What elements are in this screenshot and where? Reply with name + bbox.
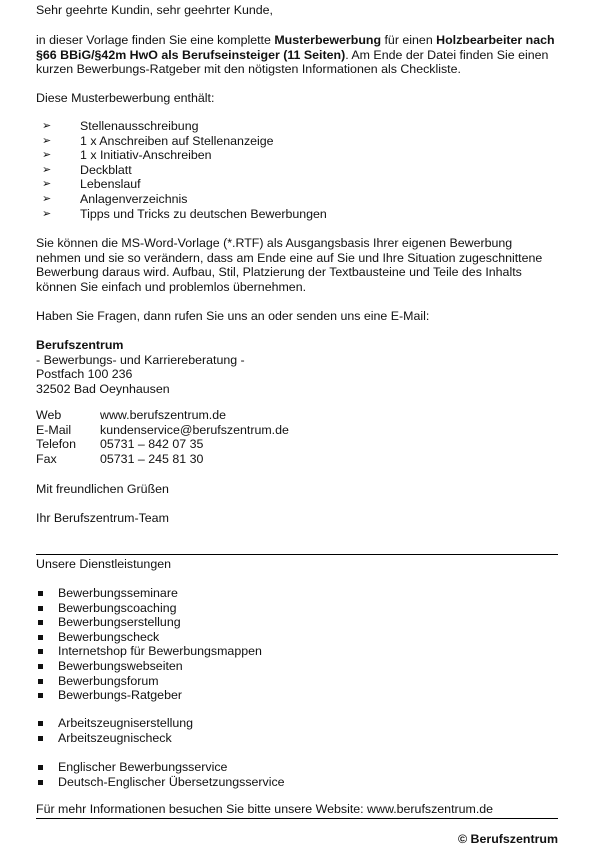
arrow-bullet-icon: ➢ <box>42 134 52 147</box>
list-item <box>36 716 193 731</box>
email-link[interactable]: kundenservice@berufszentrum.de <box>100 422 289 437</box>
list-item <box>36 119 327 134</box>
list-item <box>36 148 327 163</box>
list-item <box>36 601 262 616</box>
company-subtitle: - Bewerbungs- und Karriereberatung - <box>36 352 245 367</box>
square-bullet-icon <box>38 649 43 654</box>
contact-label: E-Mail <box>36 422 72 437</box>
list-item <box>36 207 327 222</box>
closing: Mit freundlichen Grüßen <box>36 482 169 496</box>
copyright: © Berufszentrum <box>457 832 558 846</box>
square-bullet-icon <box>38 765 43 770</box>
square-bullet-icon <box>38 664 43 669</box>
fax-number: 05731 – 245 81 30 <box>100 451 204 466</box>
usage-paragraph: Sie können die MS-Word-Vorlage (*.RTF) als Ausgangsbasis Ihrer eigenen Bewerbung nehmen und sie so verändern, dass am Ende eine auf Sie und Ihre Situation zugeschnittene Bewerbung daraus wird. Aufbau, Stil, Platzierung der Textbausteine und Teile des Inhalts können Sie einfach und problemlos übernehmen. <box>36 236 543 294</box>
list-item <box>36 659 262 674</box>
divider <box>36 554 558 555</box>
list-item <box>36 760 285 775</box>
po-box: Postfach 100 236 <box>36 367 133 382</box>
contact-row <box>36 437 289 452</box>
address-block <box>36 338 245 396</box>
contact-table <box>36 408 289 466</box>
list-item-label: Internetshop für Bewerbungsmappen <box>58 644 262 659</box>
website-note: Für mehr Informationen besuchen Sie bitte unsere Website: www.berufszentrum.de <box>36 802 494 816</box>
city: 32502 Bad Oeynhausen <box>36 381 170 396</box>
list-item <box>36 630 262 645</box>
square-bullet-icon <box>38 736 43 741</box>
arrow-bullet-icon: ➢ <box>42 149 52 162</box>
intro-bold-1: Musterbewerbung <box>274 33 382 47</box>
square-bullet-icon <box>38 693 43 698</box>
list-item <box>36 134 327 149</box>
arrow-bullet-icon: ➢ <box>42 120 52 132</box>
list-item <box>36 586 262 601</box>
list-item-label: 1 x Initiativ-Anschreiben <box>80 148 212 163</box>
contact-label: Fax <box>36 451 57 466</box>
website-link[interactable]: www.berufszentrum.de <box>100 408 227 422</box>
intro-paragraph <box>36 33 558 77</box>
list-item-label: Bewerbungserstellung <box>58 615 181 630</box>
square-bullet-icon <box>38 780 43 785</box>
services-title: Unsere Dienstleistungen <box>36 557 171 571</box>
services-list-3 <box>36 760 285 789</box>
contents-label: Diese Musterbewerbung enthält: <box>36 91 215 105</box>
list-item-label: Bewerbungsseminare <box>58 586 178 600</box>
services-list-1 <box>36 586 262 703</box>
list-item-label: Deutsch-Englischer Übersetzungsservice <box>58 774 285 789</box>
list-item <box>36 177 327 192</box>
arrow-bullet-icon: ➢ <box>42 192 52 205</box>
signature: Ihr Berufszentrum-Team <box>36 511 169 525</box>
contact-row <box>36 408 289 423</box>
list-item-label: Anlagenverzeichnis <box>80 191 188 206</box>
list-item-label: 1 x Anschreiben auf Stellenanzeige <box>80 133 274 148</box>
square-bullet-icon <box>38 591 43 596</box>
intro-bold-2: Holzbearbeiter nach §66 BBiG/§42m HwO als Berufseinsteiger (11 Seiten) <box>36 33 555 62</box>
questions-line: Haben Sie Fragen, dann rufen Sie uns an oder senden uns eine E-Mail: <box>36 309 430 323</box>
list-item <box>36 674 262 689</box>
greeting: Sehr geehrte Kundin, sehr geehrter Kunde, <box>36 3 273 17</box>
list-item <box>36 192 327 207</box>
list-item <box>36 615 262 630</box>
intro-text-2: für einen <box>381 33 437 47</box>
square-bullet-icon <box>38 620 43 625</box>
contact-row <box>36 452 289 467</box>
list-item-label: Englischer Bewerbungsservice <box>58 760 228 774</box>
list-item-label: Deckblatt <box>80 162 132 177</box>
list-item-label: Arbeitszeugniserstellung <box>58 716 193 730</box>
list-item-label: Bewerbungscoaching <box>58 600 177 615</box>
list-item-label: Stellenausschreibung <box>80 119 199 133</box>
list-item-label: Bewerbungswebseiten <box>58 658 183 673</box>
list-item <box>36 644 262 659</box>
phone-number: 05731 – 842 07 35 <box>100 437 204 452</box>
services-list-2 <box>36 716 193 745</box>
square-bullet-icon <box>38 635 43 640</box>
list-item-label: Bewerbungscheck <box>58 629 160 644</box>
list-item <box>36 775 285 790</box>
square-bullet-icon <box>38 606 43 611</box>
contact-row <box>36 423 289 438</box>
contact-label: Web <box>36 408 62 422</box>
list-item <box>36 688 262 703</box>
company-name: Berufszentrum <box>36 338 124 352</box>
arrow-bullet-icon: ➢ <box>42 207 52 220</box>
list-item <box>36 731 193 746</box>
list-item-label: Bewerbungsforum <box>58 673 159 688</box>
contact-label: Telefon <box>36 437 76 452</box>
list-item-label: Bewerbungs-Ratgeber <box>58 688 182 703</box>
intro-text-3: . Am Ende der Datei finden Sie einen kurzen Bewerbungs-Ratgeber mit den nötigsten Informationen als Checkliste. <box>36 47 549 77</box>
list-item-label: Arbeitszeugnischeck <box>58 730 172 745</box>
arrow-bullet-icon: ➢ <box>42 163 52 176</box>
list-item-label: Tipps und Tricks zu deutschen Bewerbungen <box>80 206 327 221</box>
arrow-bullet-icon: ➢ <box>42 178 52 191</box>
square-bullet-icon <box>38 721 43 726</box>
list-item <box>36 163 327 178</box>
list-item-label: Lebenslauf <box>80 177 141 192</box>
contents-list <box>36 119 327 221</box>
divider <box>36 818 558 819</box>
intro-text-1: in dieser Vorlage finden Sie eine komplette <box>36 33 275 47</box>
square-bullet-icon <box>38 679 43 684</box>
